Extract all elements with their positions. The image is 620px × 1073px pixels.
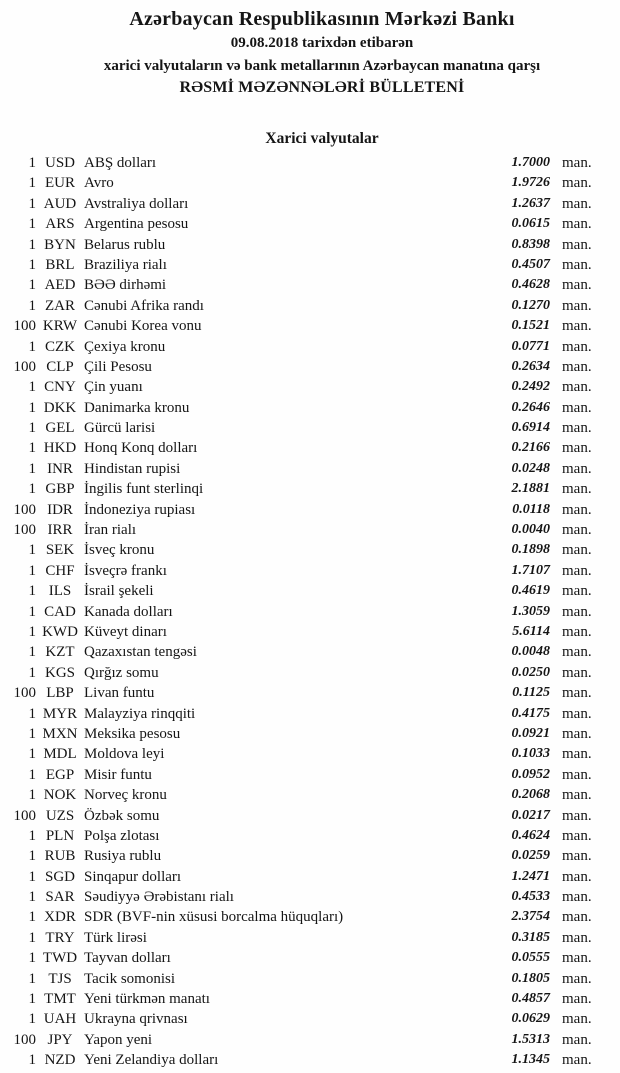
rate-quantity: 1 [28, 991, 36, 1008]
rate-value: 0.0250 [511, 664, 550, 680]
currency-name: İsrail şekeli [84, 583, 154, 600]
rate-unit: man. [562, 950, 592, 967]
rate-value: 5.6114 [512, 623, 550, 639]
rate-quantity: 1 [28, 440, 36, 457]
currency-name: İsveçrə frankı [84, 562, 167, 579]
currency-name: İndoneziya rupiası [84, 501, 196, 518]
currency-code: IDR [47, 501, 73, 518]
rate-unit: man. [562, 929, 592, 946]
rate-value: 0.0629 [511, 1011, 550, 1027]
rate-unit: man. [562, 379, 592, 396]
rate-unit: man. [562, 644, 592, 661]
currency-code: SAR [45, 889, 75, 906]
rate-row [0, 928, 620, 948]
rate-unit: man. [562, 256, 592, 273]
rate-quantity: 1 [28, 664, 36, 681]
rate-quantity: 100 [13, 358, 36, 375]
currency-code: CZK [45, 338, 75, 355]
rate-quantity: 1 [28, 766, 36, 783]
currency-name: Avstraliya dolları [84, 195, 189, 212]
currency-name: Avro [84, 175, 114, 192]
rate-quantity: 1 [28, 970, 36, 987]
currency-code: MXN [42, 725, 78, 742]
rate-quantity: 100 [13, 501, 36, 518]
rate-row [0, 969, 620, 989]
currency-code: GEL [45, 420, 75, 437]
rate-value: 0.4533 [511, 889, 550, 905]
currency-code: KZT [45, 644, 75, 661]
rate-value: 2.1881 [511, 481, 550, 497]
rate-row [0, 642, 620, 662]
rate-value: 1.3059 [511, 603, 550, 619]
rate-value: 0.8398 [511, 236, 550, 252]
currency-name: Səudiyyə Ərəbistanı rialı [84, 889, 234, 906]
currency-code: EUR [45, 175, 75, 192]
rate-quantity: 1 [28, 236, 36, 253]
rate-unit: man. [562, 277, 592, 294]
rate-value: 1.5313 [511, 1031, 550, 1047]
currency-code: AUD [43, 195, 77, 212]
rate-row [0, 602, 620, 622]
currency-name: Honq Konq dolları [84, 440, 198, 457]
rate-row [0, 540, 620, 560]
rate-value: 0.2166 [511, 440, 550, 456]
rate-row [0, 704, 620, 724]
rate-row [0, 255, 620, 275]
currency-name: SDR (BVF-nin xüsusi borcalma hüquqları) [84, 909, 344, 926]
rate-row [0, 500, 620, 520]
rate-row [0, 316, 620, 336]
rate-row [0, 357, 620, 377]
rate-unit: man. [562, 583, 592, 600]
rate-value: 0.0952 [511, 766, 550, 782]
rate-unit: man. [562, 1052, 592, 1069]
rate-unit: man. [562, 1031, 592, 1048]
rate-unit: man. [562, 318, 592, 335]
rate-row [0, 724, 620, 744]
currency-name: ABŞ dolları [84, 155, 157, 171]
currency-code: KGS [44, 664, 75, 681]
rate-quantity: 1 [28, 481, 36, 498]
rate-row [0, 377, 620, 397]
rate-unit: man. [562, 827, 592, 844]
rate-quantity: 100 [13, 685, 36, 702]
rate-row [0, 296, 620, 316]
rate-unit: man. [562, 623, 592, 640]
rate-unit: man. [562, 338, 592, 355]
currency-code: KWD [42, 623, 78, 640]
rate-value: 2.3754 [511, 909, 550, 925]
rate-quantity: 1 [28, 889, 36, 906]
rate-value: 0.0118 [512, 501, 550, 517]
rate-value: 1.9726 [511, 175, 550, 191]
currency-code: JPY [47, 1031, 73, 1048]
rate-row [0, 418, 620, 438]
currency-name: Moldova leyi [84, 746, 165, 763]
rate-value: 0.4619 [511, 583, 550, 599]
rate-row [0, 683, 620, 703]
currency-name: Çexiya kronu [84, 338, 166, 355]
currency-name: Yeni Zelandiya dolları [84, 1052, 219, 1069]
rate-unit: man. [562, 1011, 592, 1028]
rate-quantity: 1 [28, 746, 36, 763]
rate-quantity: 100 [13, 318, 36, 335]
currency-name: Kanada dolları [84, 603, 173, 620]
rate-row [0, 785, 620, 805]
currency-code: EGP [45, 766, 75, 783]
currency-code: INR [47, 460, 73, 477]
currency-name: Çin yuanı [84, 379, 143, 396]
rate-value: 0.0259 [511, 848, 550, 864]
rates-table [0, 153, 620, 1071]
rate-value: 0.2068 [511, 787, 550, 803]
rate-quantity: 1 [28, 848, 36, 865]
rate-row [0, 275, 620, 295]
rate-unit: man. [562, 358, 592, 375]
currency-name: İran rialı [84, 522, 137, 539]
currency-code: KRW [42, 318, 78, 335]
rate-row [0, 337, 620, 357]
rate-unit: man. [562, 440, 592, 457]
rate-unit: man. [562, 685, 592, 702]
rate-quantity: 1 [28, 909, 36, 926]
rate-unit: man. [562, 522, 592, 539]
rate-quantity: 100 [13, 1031, 36, 1048]
currency-code: SGD [44, 868, 75, 885]
rate-unit: man. [562, 664, 592, 681]
currency-name: Cənubi Korea vonu [84, 318, 202, 335]
currency-name: Yapon yeni [84, 1031, 153, 1048]
rate-unit: man. [562, 195, 592, 212]
currency-code: NZD [44, 1052, 76, 1069]
rate-unit: man. [562, 807, 592, 824]
currency-name: Tacik somonisi [84, 970, 176, 987]
currency-name: Yeni türkmən manatı [84, 991, 210, 1008]
currency-name: Gürcü larisi [84, 420, 156, 437]
rate-value: 1.7000 [511, 155, 550, 170]
rate-value: 0.0248 [511, 460, 550, 476]
bulletin-title: RƏSMİ MƏZƏNNƏLƏRİ BÜLLETENİ [179, 79, 465, 96]
section-title-foreign-currencies: Xarici valyutalar [265, 130, 379, 147]
rate-value: 1.2637 [511, 195, 550, 211]
effective-date-line: 09.08.2018 tarixdən etibarən [230, 35, 414, 51]
rate-row [0, 581, 620, 601]
rate-value: 0.4628 [511, 277, 550, 293]
rate-quantity: 1 [28, 603, 36, 620]
rate-row [0, 948, 620, 968]
rate-quantity: 1 [28, 277, 36, 294]
rate-value: 0.6914 [511, 420, 550, 436]
rate-unit: man. [562, 705, 592, 722]
rate-row [0, 561, 620, 581]
rate-value: 0.1898 [511, 542, 550, 558]
currency-code: AED [44, 277, 76, 294]
rate-unit: man. [562, 970, 592, 987]
currency-code: USD [44, 155, 75, 171]
currency-name: Argentina pesosu [84, 216, 189, 233]
rate-row [0, 479, 620, 499]
rate-value: 0.4857 [511, 991, 550, 1007]
rate-quantity: 1 [28, 868, 36, 885]
rate-row [0, 622, 620, 642]
rate-value: 0.1125 [512, 685, 550, 701]
rate-value: 0.2634 [511, 358, 550, 374]
currency-name: İngilis funt sterlinqi [84, 481, 204, 498]
currency-code: BRL [45, 256, 75, 273]
rate-value: 0.0040 [511, 522, 550, 538]
rate-unit: man. [562, 787, 592, 804]
rate-quantity: 1 [28, 542, 36, 559]
currency-name: Braziliya rialı [84, 256, 167, 273]
rate-unit: man. [562, 562, 592, 579]
rate-value: 0.0555 [511, 950, 550, 966]
currency-name: Belarus rublu [84, 236, 166, 253]
rate-quantity: 1 [28, 256, 36, 273]
currency-name: İsveç kronu [84, 542, 155, 559]
currency-name: Çili Pesosu [84, 358, 152, 375]
currency-name: Cənubi Afrika randı [84, 297, 204, 314]
rate-value: 0.2646 [511, 399, 550, 415]
currency-name: Polşa zlotası [84, 827, 160, 844]
rate-quantity: 1 [28, 1052, 36, 1069]
currency-code: GBP [45, 481, 75, 498]
rate-unit: man. [562, 868, 592, 885]
rate-unit: man. [562, 746, 592, 763]
currency-name: Norveç kronu [84, 787, 167, 804]
currency-name: Misir funtu [84, 766, 152, 783]
rate-unit: man. [562, 501, 592, 518]
rate-unit: man. [562, 399, 592, 416]
rate-row [0, 438, 620, 458]
currency-code: BYN [44, 236, 76, 253]
rate-unit: man. [562, 236, 592, 253]
currency-code: TWD [42, 950, 78, 967]
currency-code: TJS [48, 970, 72, 987]
rate-row [0, 826, 620, 846]
bulletin-header [0, 7, 620, 99]
currency-name: Malayziya rinqqiti [84, 705, 196, 722]
rate-quantity: 1 [28, 399, 36, 416]
rate-row [0, 744, 620, 764]
currency-code: PLN [45, 827, 75, 844]
currency-name: Sinqapur dolları [84, 868, 182, 885]
rate-value: 0.1033 [511, 746, 550, 762]
rate-quantity: 1 [28, 950, 36, 967]
rate-row [0, 1009, 620, 1029]
rate-value: 0.4507 [511, 256, 550, 272]
rate-quantity: 1 [28, 195, 36, 212]
rate-unit: man. [562, 909, 592, 926]
currency-name: Rusiya rublu [84, 848, 162, 865]
rate-unit: man. [562, 297, 592, 314]
currency-name: Meksika pesosu [84, 725, 181, 742]
rate-value: 0.0217 [511, 807, 550, 823]
rate-row [0, 459, 620, 479]
currency-name: Özbək somu [84, 807, 160, 824]
currency-code: CNY [44, 379, 76, 396]
rate-quantity: 1 [28, 460, 36, 477]
rate-row [0, 520, 620, 540]
currency-code: UZS [45, 807, 75, 824]
rate-unit: man. [562, 460, 592, 477]
rate-unit: man. [562, 725, 592, 742]
rate-row [0, 398, 620, 418]
currency-name: BƏƏ dirhəmi [84, 277, 167, 294]
rate-quantity: 1 [28, 583, 36, 600]
rate-unit: man. [562, 216, 592, 233]
rate-quantity: 100 [13, 522, 36, 539]
currency-code: NOK [43, 787, 77, 804]
rate-quantity: 100 [13, 807, 36, 824]
rate-unit: man. [562, 542, 592, 559]
rate-row [0, 235, 620, 255]
currency-code: ARS [45, 216, 75, 233]
currency-name: Tayvan dolları [84, 950, 171, 967]
rate-unit: man. [562, 848, 592, 865]
bank-name-title: Azərbaycan Respublikasının Mərkəzi Bankı [129, 8, 515, 30]
currency-code: RUB [44, 848, 76, 865]
rate-quantity: 1 [28, 929, 36, 946]
rate-value: 0.4624 [511, 827, 550, 843]
currency-code: CHF [45, 562, 75, 579]
rate-quantity: 1 [28, 420, 36, 437]
rate-quantity: 1 [28, 562, 36, 579]
currency-code: TRY [45, 929, 75, 946]
currency-name: Qazaxıstan tengəsi [84, 644, 197, 661]
rate-value: 0.1521 [511, 318, 550, 334]
rate-row [0, 989, 620, 1009]
rate-quantity: 1 [28, 827, 36, 844]
currency-name: Qırğız somu [84, 664, 159, 681]
rate-quantity: 1 [28, 725, 36, 742]
rate-value: 0.3185 [511, 929, 550, 945]
currency-name: Türk lirəsi [84, 929, 147, 946]
rate-row [0, 153, 620, 173]
currency-name: Hindistan rupisi [84, 460, 181, 477]
rate-unit: man. [562, 889, 592, 906]
currency-code: MDL [43, 746, 77, 763]
rate-quantity: 1 [28, 297, 36, 314]
rate-row [0, 765, 620, 785]
currency-code: MYR [42, 705, 78, 722]
rate-unit: man. [562, 603, 592, 620]
rate-row [0, 867, 620, 887]
rate-value: 0.0921 [511, 725, 550, 741]
rate-value: 0.4175 [511, 705, 550, 721]
rate-value: 0.1270 [511, 297, 550, 313]
currency-code: LBP [46, 685, 74, 702]
currency-code: ILS [48, 583, 72, 600]
currency-name: Danimarka kronu [84, 399, 190, 416]
rate-row [0, 1050, 620, 1070]
currency-code: SEK [45, 542, 75, 559]
rate-unit: man. [562, 481, 592, 498]
rate-row [0, 1030, 620, 1050]
rate-quantity: 1 [28, 623, 36, 640]
rate-unit: man. [562, 420, 592, 437]
rate-row [0, 173, 620, 193]
bulletin-subtitle: xarici valyutaların və bank metallarının Azərbaycan manatına qarşı [103, 58, 541, 74]
currency-code: IRR [47, 522, 73, 539]
rate-row [0, 907, 620, 927]
rate-quantity: 1 [28, 379, 36, 396]
currency-name: Livan funtu [84, 685, 155, 702]
currency-code: UAH [43, 1011, 77, 1028]
rate-row [0, 846, 620, 866]
rate-value: 1.2471 [511, 868, 550, 884]
currency-code: TMT [44, 991, 76, 1008]
rate-unit: man. [562, 175, 592, 192]
rate-value: 0.1805 [511, 970, 550, 986]
rate-row [0, 214, 620, 234]
rate-value: 0.0771 [511, 338, 550, 354]
currency-code: DKK [43, 399, 77, 416]
rate-value: 1.1345 [511, 1052, 550, 1068]
currency-name: Küveyt dinarı [84, 623, 167, 640]
rate-quantity: 1 [28, 705, 36, 722]
rate-quantity: 1 [28, 787, 36, 804]
rate-quantity: 1 [28, 216, 36, 233]
rate-quantity: 1 [28, 175, 36, 192]
rate-row [0, 663, 620, 683]
rate-quantity: 1 [28, 155, 36, 171]
rate-row [0, 887, 620, 907]
rate-value: 0.0615 [511, 216, 550, 232]
rate-value: 0.2492 [511, 379, 550, 395]
currency-code: CLP [46, 358, 74, 375]
currency-code: HKD [43, 440, 77, 457]
rate-unit: man. [562, 766, 592, 783]
rate-quantity: 1 [28, 1011, 36, 1028]
rate-value: 1.7107 [511, 562, 550, 578]
rate-value: 0.0048 [511, 644, 550, 660]
currency-code: ZAR [45, 297, 75, 314]
currency-code: XDR [44, 909, 76, 926]
currency-code: CAD [44, 603, 76, 620]
currency-name: Ukrayna qrivnası [84, 1011, 188, 1028]
rate-row [0, 194, 620, 214]
rate-quantity: 1 [28, 338, 36, 355]
rate-unit: man. [562, 991, 592, 1008]
rate-row [0, 806, 620, 826]
rate-unit: man. [562, 155, 592, 171]
rate-quantity: 1 [28, 644, 36, 661]
